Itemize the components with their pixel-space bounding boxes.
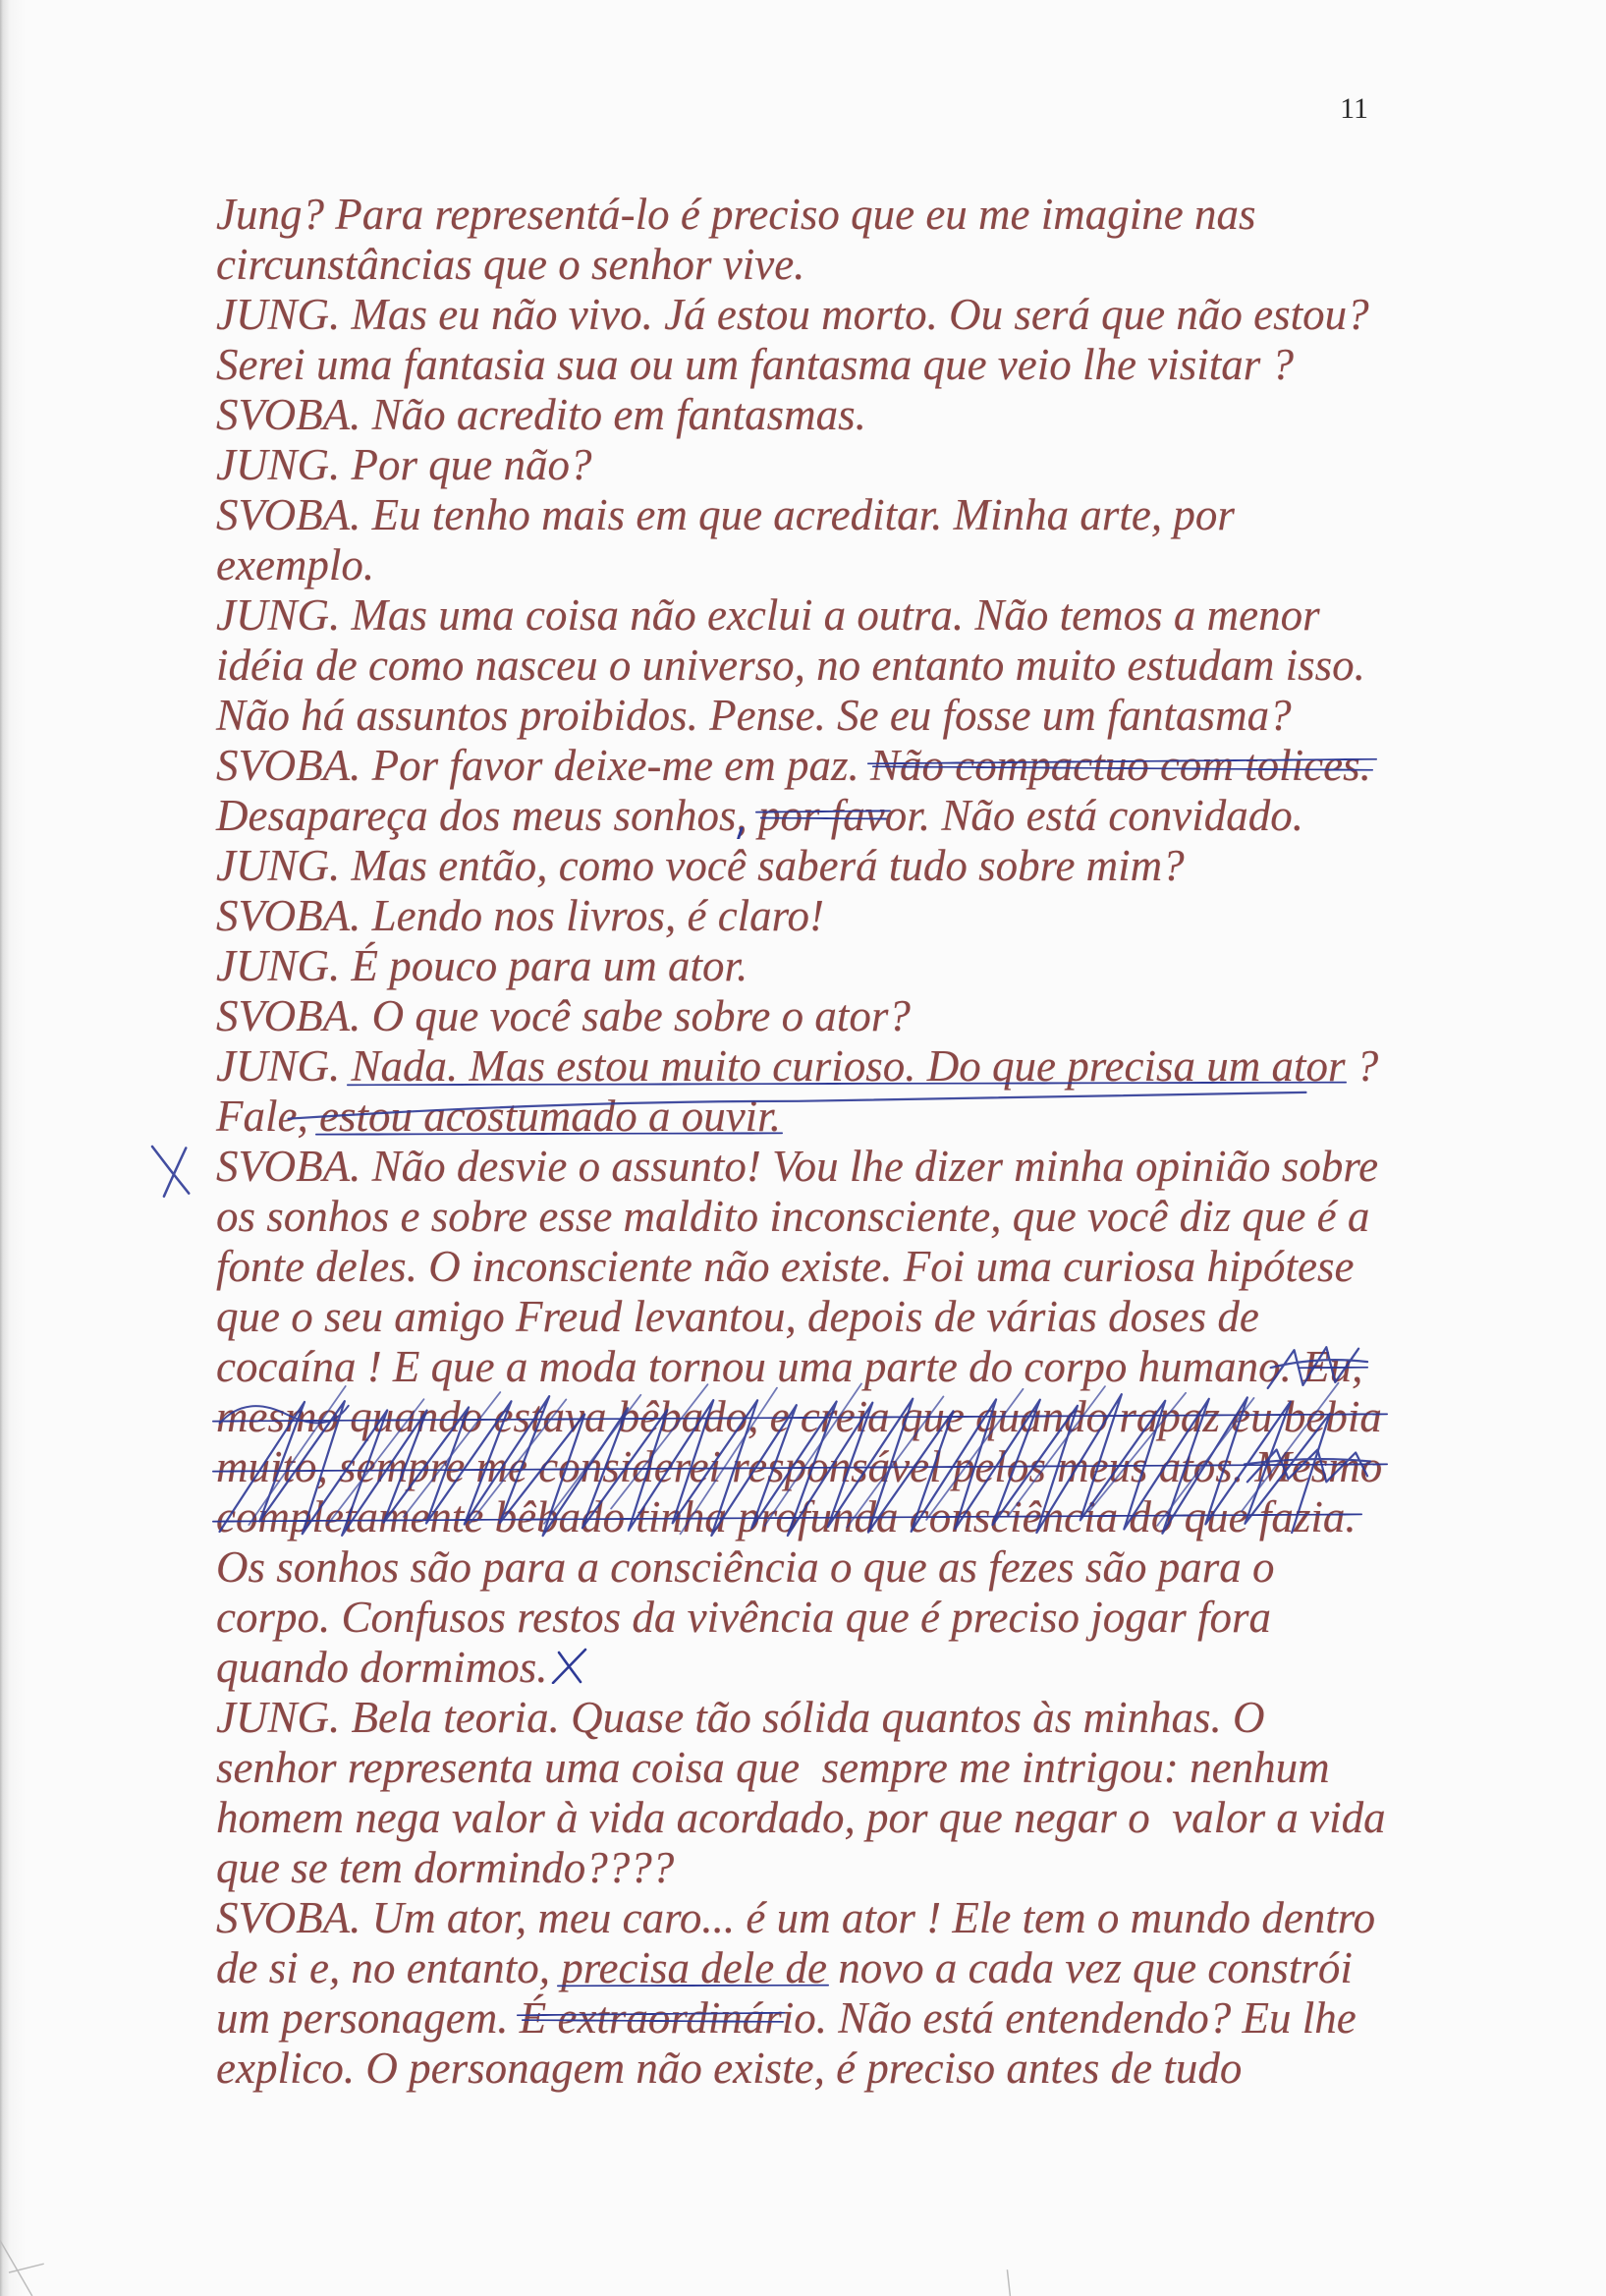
line-text: SVOBA. Não acredito em fantasmas. xyxy=(216,390,866,439)
line-text: quando dormimos. xyxy=(216,1643,548,1692)
text-line xyxy=(216,1092,1386,1142)
line-text: JUNG. Bela teoria. Quase tão sólida quantos às minhas. O xyxy=(216,1693,1265,1742)
scan-edge-marks xyxy=(0,2240,1010,2296)
line-text: JUNG. Mas então, como você saberá tudo sobre mim? xyxy=(216,841,1185,890)
line-text: io. Não está entendendo? Eu lhe xyxy=(781,1993,1357,2043)
line-text: SVOBA. Um ator, meu caro... é um ator ! Ele tem o mundo dentro xyxy=(216,1893,1376,1942)
text-line xyxy=(216,1192,1386,1242)
struck-text: É extraordinár xyxy=(519,1993,782,2043)
text-line xyxy=(216,390,1386,440)
text-line xyxy=(216,1292,1386,1342)
text-line xyxy=(216,841,1386,891)
line-text: idéia de como nasceu o universo, no entanto muito estudam isso. xyxy=(216,641,1365,690)
line-text: Desapareça dos meus sonhos xyxy=(216,791,737,840)
line-text: Os sonhos são para a consciência o que as fezes são para o xyxy=(216,1542,1275,1592)
line-text: JUNG. Mas uma coisa não exclui a outra. Não temos a menor xyxy=(216,590,1320,640)
text-line xyxy=(216,1643,1386,1693)
text-line xyxy=(216,240,1386,290)
line-text: Não há assuntos proibidos. Pense. Se eu fosse um fantasma? xyxy=(216,691,1292,740)
underlined-text: precisa dele de xyxy=(561,1943,827,1992)
struck-text: Não compactuo com tolices. xyxy=(869,741,1371,790)
text-line xyxy=(216,440,1386,490)
scribbled-text: mesmo quando estava bêbado, e creia que quando rapaz eu bebia xyxy=(216,1392,1382,1441)
text-line xyxy=(216,2044,1386,2094)
line-text: Jung? Para representá-lo é preciso que eu me imagine nas xyxy=(216,190,1256,239)
line-text: corpo. Confusos restos da vivência que é preciso jogar fora xyxy=(216,1593,1272,1642)
text-line xyxy=(216,1593,1386,1643)
text-line xyxy=(216,691,1386,741)
line-text: que se tem dormindo???? xyxy=(216,1843,675,1892)
text-line xyxy=(216,590,1386,641)
text-line xyxy=(216,340,1386,390)
line-text: explico. O personagem não existe, é preciso antes de tudo xyxy=(216,2044,1243,2093)
line-text: SVOBA. Lendo nos livros, é claro! xyxy=(216,891,824,940)
line-text: JUNG. Mas eu não vivo. Já estou morto. Ou será que não estou? xyxy=(216,290,1369,339)
text-line xyxy=(216,941,1386,991)
struck-text: por fav xyxy=(758,791,885,840)
text-line xyxy=(216,1993,1386,2044)
line-text: fonte deles. O inconsciente não existe. Foi uma curiosa hipótese xyxy=(216,1242,1355,1291)
text-line xyxy=(216,1693,1386,1743)
text-line xyxy=(216,1442,1386,1492)
line-text: os sonhos e sobre esse maldito inconsciente, que você diz que é a xyxy=(216,1192,1370,1241)
line-text: Fale, xyxy=(216,1092,319,1141)
margin-x-mark-icon xyxy=(152,1147,189,1197)
line-text: homem nega valor à vida acordado, por que negar o valor a vida xyxy=(216,1793,1386,1842)
line-text: JUNG. xyxy=(216,1041,352,1091)
line-text xyxy=(748,791,758,840)
line-text: or. Não está convidado. xyxy=(884,791,1304,840)
ticked-text: , xyxy=(736,791,748,840)
text-line xyxy=(216,190,1386,240)
line-text: SVOBA. Não desvie o assunto! Vou lhe dizer minha opinião sobre xyxy=(216,1142,1379,1191)
text-line xyxy=(216,641,1386,691)
text-line xyxy=(216,490,1386,540)
text-line xyxy=(216,1542,1386,1593)
line-text: que o seu amigo Freud levantou, depois de várias doses de xyxy=(216,1292,1259,1341)
text-line xyxy=(216,1893,1386,1943)
line-text: um personagem. xyxy=(216,1993,520,2043)
text-line xyxy=(216,1041,1386,1092)
text-line xyxy=(216,1793,1386,1843)
line-text: JUNG. É pouco para um ator. xyxy=(216,941,748,990)
text-line xyxy=(216,1943,1386,1993)
text-line xyxy=(216,540,1386,590)
underlined-text: estou acostumado a ouvir. xyxy=(318,1092,781,1141)
text-line xyxy=(216,1743,1386,1793)
line-text: SVOBA. O que você sabe sobre o ator? xyxy=(216,991,911,1040)
text-line xyxy=(216,290,1386,340)
page-number: 11 xyxy=(1340,92,1368,125)
line-text: ? xyxy=(1345,1041,1379,1091)
text-line xyxy=(216,1242,1386,1292)
line-text: SVOBA. Eu tenho mais em que acreditar. Minha arte, por xyxy=(216,490,1235,539)
underlined-text: Nada. Mas estou muito curioso. Do que precisa um ator xyxy=(351,1041,1346,1091)
scribbled-text: completamente bêbado tinha profunda consciência do que fazia. xyxy=(216,1492,1357,1541)
text-line xyxy=(216,1342,1386,1392)
text-line xyxy=(216,891,1386,941)
text-line xyxy=(216,1142,1386,1192)
line-text: de si e, no entanto, xyxy=(216,1943,562,1992)
text-line xyxy=(216,741,1386,791)
text-line xyxy=(216,1392,1386,1442)
text-line xyxy=(216,1843,1386,1893)
script-text-body xyxy=(216,190,1386,2094)
line-text: Serei uma fantasia sua ou um fantasma que veio lhe visitar ? xyxy=(216,340,1294,389)
line-text: novo a cada vez que constrói xyxy=(826,1943,1353,1992)
line-text: cocaína ! E que a moda tornou uma parte do corpo humano. xyxy=(216,1342,1303,1391)
line-text: circunstâncias que o senhor vive. xyxy=(216,240,805,289)
scribbled-text: muito, sempre me considerei responsável pelos meus atos. Mesmo xyxy=(216,1442,1383,1491)
text-line xyxy=(216,791,1386,841)
text-line xyxy=(216,1492,1386,1542)
scribbled-text: Eu, xyxy=(1302,1342,1363,1391)
line-text: exemplo. xyxy=(216,540,375,589)
x-mark-icon xyxy=(550,1647,589,1684)
text-line xyxy=(216,991,1386,1041)
line-text: SVOBA. Por favor deixe-me em paz. xyxy=(216,741,870,790)
line-text: senhor representa uma coisa que sempre me intrigou: nenhum xyxy=(216,1743,1330,1792)
line-text: JUNG. Por que não? xyxy=(216,440,592,489)
